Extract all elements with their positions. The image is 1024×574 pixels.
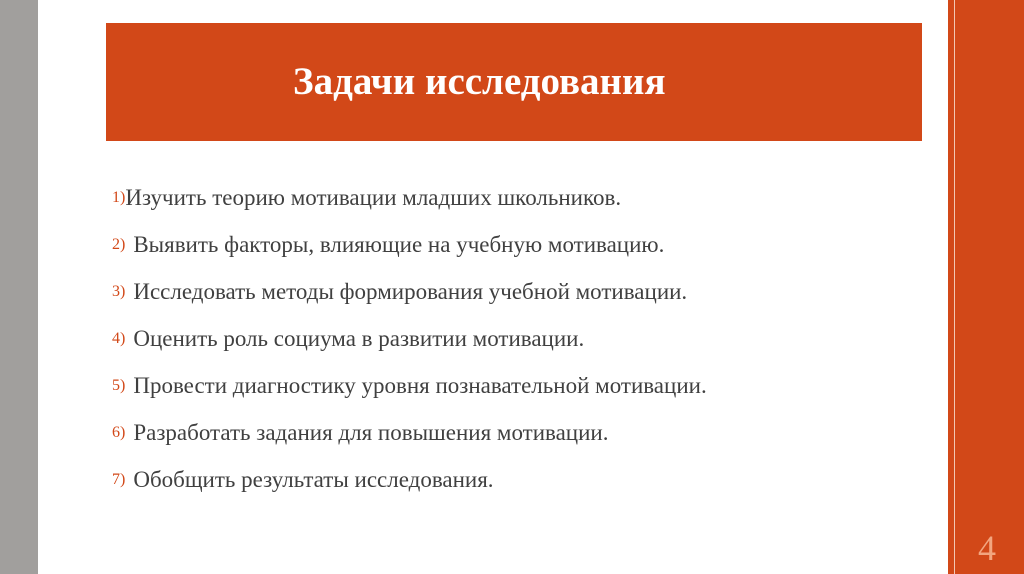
- slide-page-number: 4: [978, 528, 996, 568]
- task-number: 1): [112, 188, 126, 206]
- task-text: Провести диагностику уровня познавательной мотивации.: [133, 372, 707, 398]
- task-item-5: [112, 362, 707, 409]
- task-item-3: [112, 268, 707, 315]
- task-item-4: [112, 315, 707, 362]
- task-item-2: [112, 221, 707, 268]
- task-text: Изучить теорию мотивации младших школьников.: [125, 184, 622, 210]
- slide-title: Задачи исследования: [293, 60, 666, 103]
- task-text: Исследовать методы формирования учебной мотивации.: [133, 278, 688, 304]
- task-number: 5): [112, 376, 126, 394]
- task-item-7: [112, 456, 707, 503]
- task-number: 4): [112, 329, 126, 347]
- task-item-6: [112, 409, 707, 456]
- task-text: Выявить факторы, влияющие на учебную мотивацию.: [133, 231, 665, 257]
- task-item-1: [112, 174, 707, 221]
- task-text: Разработать задания для повышения мотивации.: [133, 419, 609, 445]
- task-text: Обобщить результаты исследования.: [133, 466, 494, 492]
- task-number: 6): [112, 423, 126, 441]
- task-number: 2): [112, 235, 126, 253]
- left-sidebar-bar: [0, 0, 38, 574]
- right-accent-bar: [948, 0, 1024, 574]
- task-list: [112, 174, 707, 503]
- task-text: Оценить роль социума в развитии мотивации.: [133, 325, 585, 351]
- task-number: 3): [112, 282, 126, 300]
- right-accent-divider: [954, 0, 955, 574]
- task-number: 7): [112, 470, 126, 488]
